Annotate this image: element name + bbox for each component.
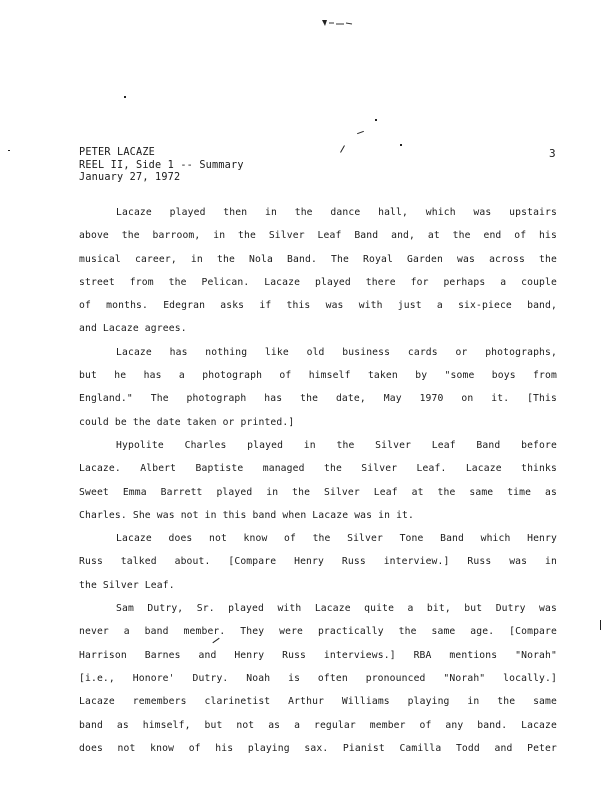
scan-artifact-mark <box>320 18 364 28</box>
text-line: band as himself, but not as a regular member of any band. Lacaze <box>79 719 557 731</box>
scan-speck <box>8 150 10 151</box>
text-line: street from the Pelican. Lacaze played there for perhaps a couple <box>79 276 557 288</box>
interviewee-name: PETER LACAZE <box>79 147 156 158</box>
text-line: Lacaze has nothing like old business cards or photographs, <box>116 346 557 358</box>
text-line: Lacaze. Albert Baptiste managed the Silver Leaf. Lacaze thinks <box>79 463 557 475</box>
scan-speck <box>400 144 402 146</box>
text-line: could be the date taken or printed.] <box>79 416 295 428</box>
text-line: and Lacaze agrees. <box>79 323 187 335</box>
scan-speck <box>357 131 364 134</box>
text-line: Harrison Barnes and Henry Russ interviews.] RBA mentions "Norah" <box>79 649 557 661</box>
text-line: above the barroom, in the Silver Leaf Band and, at the end of his <box>79 230 557 242</box>
text-line: Charles. She was not in this band when Lacaze was in it. <box>79 509 415 521</box>
text-line: but he has a photograph of himself taken by "some boys from <box>79 370 557 382</box>
text-line: Lacaze does not know of the Silver Tone Band which Henry <box>116 533 557 545</box>
text-line: Sam Dutry, Sr. played with Lacaze quite a bit, but Dutry was <box>116 603 557 615</box>
page-number: 3 <box>549 147 556 160</box>
text-line: Hypolite Charles played in the Silver Leaf Band before <box>116 439 557 451</box>
document-header <box>79 147 244 185</box>
scan-speck <box>375 119 377 121</box>
text-line: of months. Edegran asks if this was with just a six-piece band, <box>79 300 557 312</box>
text-line: Lacaze played then in the dance hall, which was upstairs <box>116 207 557 218</box>
interview-date: January 27, 1972 <box>79 172 181 184</box>
summary-body <box>79 207 557 766</box>
scan-speck <box>340 145 345 152</box>
scan-speck <box>124 96 126 98</box>
text-line: Lacaze remembers clarinetist Arthur Williams playing in the same <box>79 696 557 708</box>
text-line: never a band member. They were practically the same age. [Compare <box>79 626 557 638</box>
text-line: the Silver Leaf. <box>79 579 175 591</box>
scan-speck <box>600 620 601 630</box>
text-line: musical career, in the Nola Band. The Royal Garden was across the <box>79 253 557 265</box>
text-line: does not know of his playing sax. Pianist Camilla Todd and Peter <box>79 742 557 754</box>
reel-info: REEL II, Side 1 -- Summary <box>79 159 244 171</box>
text-line: England." The photograph has the date, May 1970 on it. [This <box>79 393 557 405</box>
text-line: Sweet Emma Barrett played in the Silver Leaf at the same time as <box>79 486 557 498</box>
text-line: Russ talked about. [Compare Henry Russ interview.] Russ was in <box>79 556 557 568</box>
text-line: [i.e., Honore' Dutry. Noah is often pronounced "Norah" locally.] <box>79 672 557 684</box>
